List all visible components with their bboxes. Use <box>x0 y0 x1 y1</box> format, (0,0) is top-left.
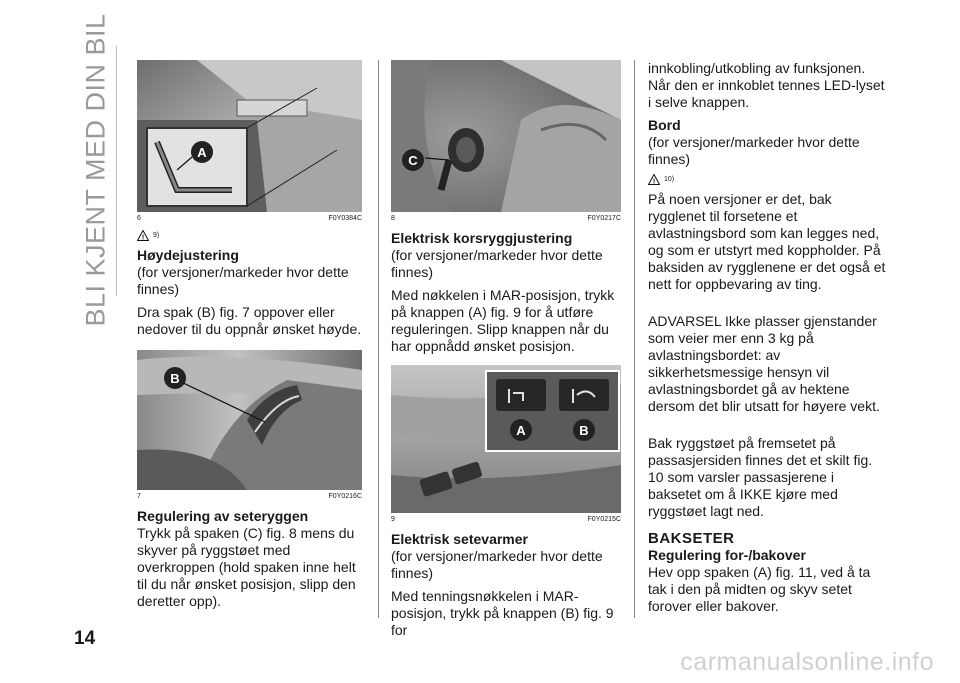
warning-paragraph: ADVARSEL Ikke plasser gjenstander som veier mer enn 3 kg på avlastningsbordet: av sikkerhetsmessige hensyn vil avlastningsbordet gå av hektene dersom det blir utsatt for høyere vekt. <box>648 313 880 414</box>
section-title: BLI KJENT MED DIN BIL <box>80 13 111 327</box>
warning-triangle-icon <box>648 174 660 185</box>
figure-code: F0Y0217C <box>587 215 621 222</box>
callout-a: A <box>516 423 526 438</box>
callout-b: B <box>579 423 589 438</box>
heading-seat-heater: Elektrisk setevarmer <box>391 531 528 547</box>
column-1 <box>137 60 362 616</box>
side-divider <box>116 46 117 296</box>
callout-b: B <box>170 371 180 386</box>
column-3 <box>648 60 886 621</box>
figure-6 <box>137 60 362 212</box>
paragraph: (for versjoner/markeder hvor dette finnes) <box>648 134 860 167</box>
figure-code: F0Y0215C <box>587 516 621 523</box>
warning-ref-number: 10) <box>664 176 675 183</box>
heading-table: Bord <box>648 117 681 133</box>
watermark: carmanualsonline.info <box>680 648 934 676</box>
paragraph: Trykk på spaken (C) fig. 8 mens du skyver på ryggstøet med overkroppen (hold spaken inne helt til du når ønsket posisjon, slipp den deretter opp). <box>137 525 356 609</box>
figure-number: 7 <box>137 493 141 500</box>
figure-number: 6 <box>137 215 141 222</box>
figure-caption <box>391 215 621 222</box>
paragraph: Bak ryggstøet på fremsetet på passasjersiden finnes det et skilt fig. 10 som varsler passasjerene i baksetet om å IKKE kjøre med ryggstøet lagt ned. <box>648 435 873 519</box>
page-number: 14 <box>74 628 96 649</box>
figure-8 <box>391 60 621 212</box>
spacer <box>648 421 886 435</box>
figure-caption <box>137 493 362 500</box>
figure-code: F0Y0384C <box>328 215 362 222</box>
heading-height-adjust: Høydejustering <box>137 247 239 263</box>
heading-seatback-adjust: Regulering av seteryggen <box>137 508 309 524</box>
column-2 <box>391 60 621 645</box>
paragraph: innkobling/utkobling av funksjonen. Når den er innkoblet tennes LED-lyset i selve knappen. <box>648 60 885 110</box>
figure-code: F0Y0216C <box>328 493 362 500</box>
paragraph: (for versjoner/markeder hvor dette finnes) <box>391 548 603 581</box>
paragraph: Hev opp spaken (A) fig. 11, ved å ta tak i den på midten og skyv setet forover eller bakover. <box>648 564 871 614</box>
heading-lumbar-adjust: Elektrisk korsryggjustering <box>391 230 573 246</box>
callout-c: C <box>408 153 418 168</box>
paragraph: (for versjoner/markeder hvor dette finnes) <box>391 247 603 280</box>
section-heading-rear-seats: BAKSETER <box>648 530 735 547</box>
callout-a: A <box>197 145 207 160</box>
paragraph: (for versjoner/markeder hvor dette finnes) <box>137 264 349 297</box>
warning-reference <box>137 230 362 241</box>
figure-caption <box>137 215 362 222</box>
figure-number: 8 <box>391 215 395 222</box>
figure-7 <box>137 350 362 490</box>
svg-text:!: ! <box>141 234 145 241</box>
paragraph: Dra spak (B) fig. 7 oppover eller nedover til du oppnår ønsket høyde. <box>137 304 362 337</box>
paragraph: Med tenningsnøkkelen i MAR-posisjon, trykk på knappen (B) fig. 9 for <box>391 588 614 638</box>
warning-triangle-icon <box>137 230 149 241</box>
figure-9 <box>391 365 621 513</box>
section-side-tab <box>78 13 114 327</box>
spacer <box>648 299 886 313</box>
figure-caption <box>391 516 621 523</box>
heading-fore-aft-adjust: Regulering for-/bakover <box>648 547 806 563</box>
paragraph: Med nøkkelen i MAR-posisjon, trykk på knappen (A) fig. 9 for å utføre reguleringen. Slipp knappen når du har oppnådd ønsket posisjon. <box>391 287 615 354</box>
figure-number: 9 <box>391 516 395 523</box>
svg-text:!: ! <box>652 178 656 185</box>
column-divider <box>378 60 379 618</box>
warning-reference <box>648 174 886 185</box>
column-divider <box>634 60 635 618</box>
paragraph: På noen versjoner er det, bak rygglenet til forsetene et avlastningsbord som kan legges ned, og som er utstyrt med koppholder. På baksiden av rygglenene er det også et nett for oppbevaring av ting. <box>648 191 886 292</box>
warning-ref-number: 9) <box>153 232 160 239</box>
